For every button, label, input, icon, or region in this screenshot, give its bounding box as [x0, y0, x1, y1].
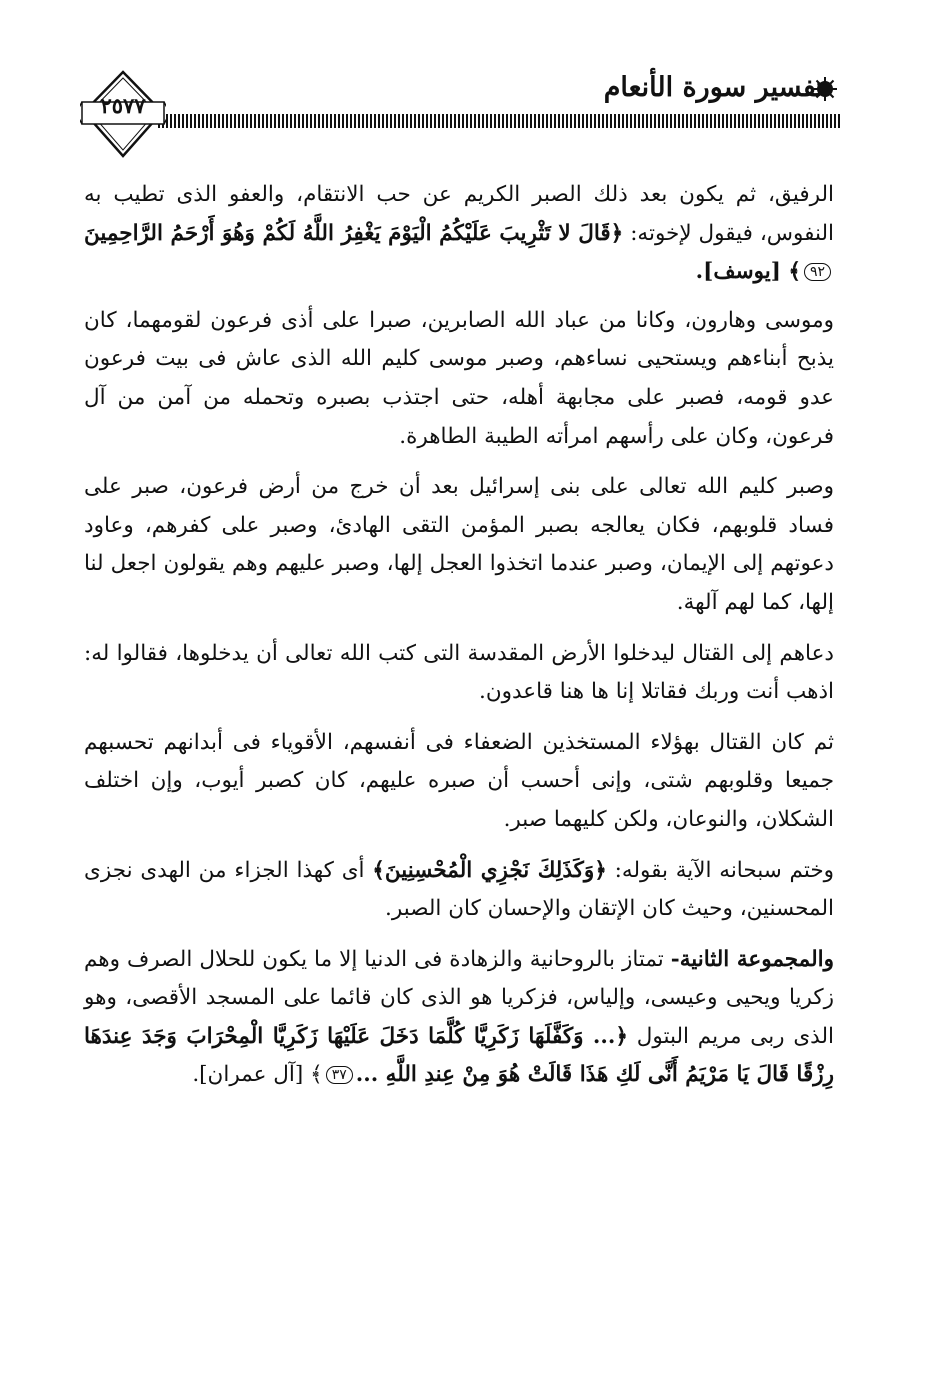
paragraph-text: أى كهذا الجزاء من الهدى نجزى المحسنين، وحيث كان الإتقان والإحسان كان الصبر. [84, 857, 834, 922]
paragraph [84, 852, 834, 929]
verse-number: ٣٧ [326, 1066, 353, 1084]
verse-reference: ﴾ [آل عمران]. [192, 1062, 323, 1088]
quran-verse: ﴿قَالَ لا تَثْرِيبَ عَلَيْكُمُ الْيَوْمَ يَغْفِرُ اللَّهُ لَكُمْ وَهُوَ أَرْحَمُ الرَّاحِمِينَ [84, 220, 624, 246]
paragraph-text: تمتاز بالروحانية والزهادة فى الدنيا إلا ما يكون للحلال الصرف وهم زكريا ويحيى وعيسى، وإلياس، فزكريا هو الذى كان قائما على المسجد الأقصى، وهو الذى ربى مريم البتول [84, 946, 834, 1049]
verse-number: ٩٢ [804, 263, 831, 281]
quran-verse: ﴿وَكَذَلِكَ نَجْزِي الْمُحْسِنِينَ﴾ [372, 857, 607, 883]
paragraph-text: الرفيق، ثم يكون بعد ذلك الصبر الكريم عن حب الانتقام، والعفو الذى تطيب به النفوس، فيقول لإخوته: [84, 182, 835, 246]
page-body [84, 176, 834, 1107]
paragraph: ثم كان القتال بهؤلاء المستخذين الضعفاء فى أنفسهم، الأقوياء فى أبدانهم تحسبهم جميعا وقلوبهم شتى، وإنى أحسب أن صبره عليهم، كان كصبر أيوب، وإن اختلف الشكلان، والنوعان، ولكن كليهما صبر. [84, 729, 834, 832]
verse-reference: ﴾ [يوسف]. [695, 259, 801, 285]
quran-verse: ﴿... وَكَفَّلَهَا زَكَرِيَّا كُلَّمَا دَخَلَ عَلَيْهَا زَكَرِيَّا الْمِحْرَابَ وَجَدَ عِندَهَا رِزْقًا قَالَ يَا مَرْيَمُ أَنَّى لَكِ هَذَا قَالَتْ هُوَ مِنْ عِندِ اللَّهِ ... [84, 1023, 834, 1088]
paragraph: دعاهم إلى القتال ليدخلوا الأرض المقدسة التى كتب الله تعالى أن يدخلوها، فقالوا له: اذهب أنت وربك فقاتلا إنا ها هنا قاعدون. [84, 640, 834, 705]
section-lead: والمجموعة الثانية- [670, 946, 835, 972]
paragraph [84, 176, 834, 292]
page-header [0, 0, 928, 165]
header-rule [158, 114, 840, 128]
paragraph: وصبر كليم الله تعالى على بنى إسرائيل بعد أن خرج من أرض فرعون، صبر على فساد قلوبهم، فكان يعالجه بصبر المؤمن التقى الهادئ، وصبر على كفرهم، وعاود دعوتهم إلى الإيمان، وصبر عندما اتخذوا العجل إلها، وصبر عليهم وهم يقولون اجعل لنا إلها، كما لهم آلهة. [84, 474, 834, 615]
paragraph: وموسى وهارون، وكانا من عباد الله الصابرين، صبرا على أذى فرعون لقومهما، كان يذبح أبناءهم ويستحيى نساءهم، وصبر موسى كليم الله الذى عاش فى بيت فرعون عدو قومه، فصبر على مجابهة أهله، حتى اجتذب بصبره وتحمله من آمن من آل فرعون، وكان على رأسهم امرأته الطيبة الطاهرة. [84, 307, 834, 449]
paragraph [84, 941, 834, 1095]
page-title: تفسير سورة الأنعام [603, 72, 824, 103]
page-number: ٢٥٧٧ [100, 93, 146, 118]
paragraph-text: وختم سبحانه الآية بقوله: [606, 857, 834, 883]
